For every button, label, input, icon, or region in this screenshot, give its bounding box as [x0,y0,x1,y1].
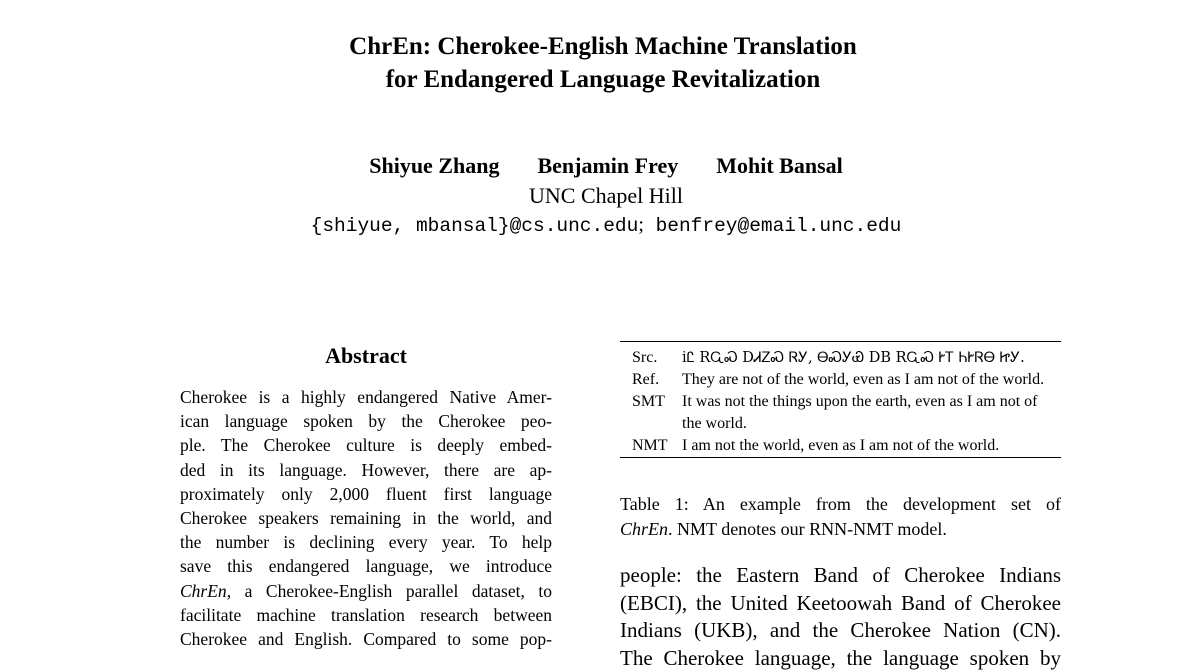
row-text: iᏝ RᏩᏍ DᏗᏃᏍ ᏒᎩ, ᎾᏍᎩᏯ DB RᏩᏍ ᎨᎢ ᏂᎨᏒᎾ ᏥᎩ. [682,347,1061,369]
table-row [620,342,1061,369]
abstract-line: Cherokee is a highly endangered Native Amer- [180,385,552,409]
abstract-line: Cherokee and English. Compared to some pop- [180,627,552,651]
caption-italic: ChrEn [620,519,668,539]
author-emails [0,211,1200,240]
abstract-body [180,385,552,651]
abstract-line: ded in its language. However, there are ap- [180,458,552,482]
abstract-line: proximately only 2,000 fluent first language [180,482,552,506]
row-label: Ref. [620,369,682,391]
row-label: Src. [620,347,682,369]
row-text: It was not the things upon the earth, even as I am not of the world. [682,391,1061,435]
table-row [620,435,1061,457]
abstract-line-chren [180,579,552,603]
body-text-right [620,562,1061,672]
abstract-line: the number is declining every year. To help [180,530,552,554]
email-separator: ; [638,214,644,236]
table-row [620,369,1061,391]
body-line: The Cherokee language, the language spoken by [620,645,1061,672]
body-line: (EBCI), the United Keetoowah Band of Cherokee [620,590,1061,618]
row-text: They are not of the world, even as I am not of the world. [682,369,1061,391]
row-label: SMT [620,391,682,413]
caption-line-2 [620,517,1061,542]
author-name: Shiyue Zhang [369,151,499,181]
title-line-1: ChrEn: Cherokee-English Machine Translation [0,30,1200,63]
abstract-line: ple. The Cherokee culture is deeply embed- [180,433,552,457]
abstract-heading: Abstract [180,342,552,370]
table-caption [620,492,1061,542]
paper-title [0,30,1200,96]
affiliation: UNC Chapel Hill [0,182,1200,210]
title-line-2: for Endangered Language Revitalization [0,63,1200,96]
example-table [620,341,1061,458]
abstract-line: save this endangered language, we introduce [180,554,552,578]
abstract-line: ican language spoken by the Cherokee peo- [180,409,552,433]
table-row [620,391,1061,435]
abstract-line: Cherokee speakers remaining in the world, and [180,506,552,530]
email-group-2: benfrey@email.unc.edu [656,215,902,237]
author-name: Benjamin Frey [537,151,678,181]
caption-rest: . NMT denotes our RNN-NMT model. [668,519,947,539]
row-label: NMT [620,435,682,457]
body-line: Indians (UKB), and the Cherokee Nation (CN). [620,617,1061,645]
abstract-line: facilitate machine translation research between [180,603,552,627]
author-name: Mohit Bansal [716,151,843,181]
email-group-1: {shiyue, mbansal}@cs.unc.edu [311,215,639,237]
caption-line-1: Table 1: An example from the development set of [620,492,1061,517]
author-list [0,151,1200,181]
body-line: people: the Eastern Band of Cherokee Indians [620,562,1061,590]
chren-line-rest: , a Cherokee-English parallel dataset, to [227,581,552,601]
chren-italic: ChrEn [180,581,227,601]
row-text: I am not the world, even as I am not of the world. [682,435,1061,457]
